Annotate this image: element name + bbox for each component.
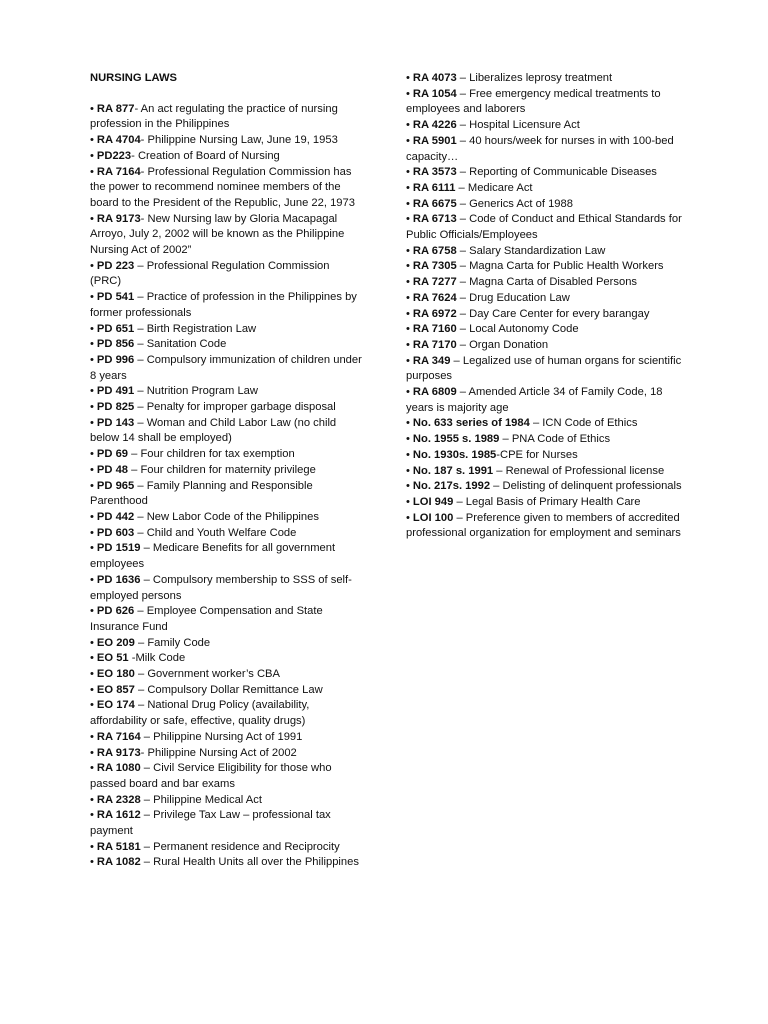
bullet-icon: •: [406, 119, 410, 132]
law-code: PD 626: [96, 605, 135, 618]
bullet-icon: •: [90, 338, 94, 351]
law-description: – Four children for maternity privilege: [128, 463, 316, 476]
law-list-item: [406, 244, 682, 260]
law-code: PD223: [96, 149, 132, 162]
law-list-item: [90, 212, 362, 259]
bullet-icon: •: [90, 793, 94, 806]
law-list-item: [90, 683, 362, 699]
law-code: PD 996: [96, 353, 135, 366]
law-description: – Civil Service Eligibility for those who passed board and bar exams: [90, 762, 332, 790]
law-description: – Sanitation Code: [134, 338, 227, 351]
law-description: - New Nursing law by Gloria Macapagal Arroyo, July 2, 2002 will be known as the Philippine Nursing Act of 2002”: [90, 212, 345, 257]
law-code: RA 9173: [96, 746, 141, 759]
bullet-icon: •: [90, 165, 94, 178]
law-code: PD 1636: [96, 573, 141, 586]
law-description: – Woman and Child Labor Law (no child below 14 shall be employed): [90, 416, 337, 445]
law-list-item: [90, 479, 362, 510]
law-description: – Philippine Medical Act: [140, 793, 262, 806]
bullet-icon: •: [90, 385, 94, 398]
law-code: RA 1082: [96, 856, 141, 869]
document-title: NURSING LAWS: [90, 72, 178, 84]
law-code: RA 9173: [96, 212, 141, 225]
law-description: – Magna Carta for Public Health Workers: [456, 260, 664, 273]
law-description: - An act regulating the practice of nursing profession in the Philippines: [90, 102, 338, 131]
law-description: – Legal Basis of Primary Health Care: [453, 495, 641, 508]
law-code: No. 633 series of 1984: [412, 417, 530, 430]
bullet-icon: •: [406, 276, 410, 289]
law-list-item: [90, 149, 362, 165]
law-code: PD 965: [96, 479, 135, 492]
bullet-icon: •: [406, 464, 410, 477]
bullet-icon: •: [90, 730, 94, 743]
law-list-item: [406, 134, 682, 165]
law-description: – Permanent residence and Reciprocity: [140, 840, 340, 853]
law-description: – National Drug Policy (availability, affordability or safe, effective, quality drugs): [90, 699, 310, 728]
law-code: PD 491: [96, 385, 135, 398]
bullet-icon: •: [90, 134, 94, 147]
law-description: - Professional Regulation Commission has the power to recommend nominee members of the board to the President of the Republic, June 22, 1973: [90, 165, 355, 209]
bullet-icon: •: [406, 197, 410, 210]
law-list-item: [90, 463, 362, 479]
law-description: – PNA Code of Ethics: [499, 433, 611, 446]
law-list-item: [406, 464, 682, 480]
law-code: PD 825: [96, 401, 135, 414]
right-column: [406, 71, 682, 542]
law-description: – Free emergency medical treatments to employees and laborers: [406, 87, 661, 116]
bullet-icon: •: [406, 448, 410, 461]
law-code: PD 223: [96, 259, 135, 272]
law-code: PD 651: [96, 322, 135, 335]
bullet-icon: •: [90, 840, 94, 853]
bullet-icon: •: [406, 244, 410, 257]
law-list-item: [90, 667, 362, 683]
law-code: PD 856: [96, 338, 135, 351]
bullet-icon: •: [90, 479, 94, 492]
bullet-icon: •: [90, 212, 94, 225]
left-column: [90, 71, 362, 871]
law-description: – Delisting of delinquent professionals: [490, 480, 682, 493]
law-list-item: [90, 400, 362, 416]
law-list-item: [406, 197, 682, 213]
bullet-icon: •: [90, 746, 94, 759]
law-description: – Birth Registration Law: [134, 322, 257, 335]
law-description: – Philippine Nursing Act of 1991: [140, 730, 303, 743]
law-description: – Renewal of Professional license: [493, 464, 665, 477]
law-list-item: [90, 510, 362, 526]
law-description: – Day Care Center for every barangay: [456, 307, 650, 320]
law-description: – Compulsory immunization of children under 8 years: [90, 353, 362, 382]
law-list-item: [90, 604, 362, 635]
law-code: RA 6758: [412, 244, 457, 257]
law-list-item: [406, 291, 682, 307]
bullet-icon: •: [406, 495, 410, 508]
bullet-icon: •: [90, 856, 94, 869]
law-list-item: [406, 511, 682, 542]
law-code: RA 7164: [96, 165, 141, 178]
law-code: RA 7277: [412, 276, 457, 289]
law-code: RA 4226: [412, 119, 457, 132]
bullet-icon: •: [90, 448, 94, 461]
law-code: PD 442: [96, 510, 135, 523]
law-list-item: [90, 793, 362, 809]
bullet-icon: •: [406, 134, 410, 147]
bullet-icon: •: [90, 762, 94, 775]
law-description: – Code of Conduct and Ethical Standards for Public Officials/Employees: [406, 213, 682, 242]
bullet-icon: •: [90, 291, 94, 304]
law-list-item: [406, 259, 682, 275]
law-list-item: [90, 636, 362, 652]
law-code: RA 7305: [412, 260, 457, 273]
law-description: – Compulsory Dollar Remittance Law: [134, 683, 323, 696]
law-list-item: [90, 290, 362, 321]
bullet-icon: •: [90, 699, 94, 712]
law-list-item: [90, 573, 362, 604]
bullet-icon: •: [406, 87, 410, 100]
law-code: PD 48: [96, 463, 129, 476]
law-description: – Child and Youth Welfare Code: [134, 526, 297, 539]
law-description: – Employee Compensation and State Insurance Fund: [90, 605, 323, 633]
law-list-item: [90, 133, 362, 149]
law-code: LOI 100: [412, 511, 454, 524]
law-code: EO 857: [96, 683, 135, 696]
law-description: – Rural Health Units all over the Philippines: [140, 856, 359, 869]
law-description: – Government worker’s CBA: [134, 668, 280, 681]
law-code: RA 6972: [412, 307, 457, 320]
law-list-item: [406, 479, 682, 495]
law-code: PD 143: [96, 416, 135, 429]
law-description: – Professional Regulation Commission (PRC): [90, 259, 330, 288]
law-description: - Creation of Board of Nursing: [131, 149, 280, 162]
law-code: No. 1955 s. 1989: [412, 433, 500, 446]
law-list-item: [406, 416, 682, 432]
law-list-item: [406, 212, 682, 243]
law-list-item: [406, 118, 682, 134]
right-law-list: [406, 71, 682, 542]
law-list-item: [90, 651, 362, 667]
law-code: LOI 949: [412, 495, 454, 508]
law-list-item: [90, 353, 362, 384]
law-list-item: [90, 416, 362, 447]
law-description: – Family Code: [134, 636, 211, 649]
law-description: – Medicare Act: [455, 181, 533, 194]
law-list-item: [90, 698, 362, 729]
bullet-icon: •: [406, 213, 410, 226]
law-code: RA 6675: [412, 197, 457, 210]
law-code: RA 3573: [412, 166, 457, 179]
law-list-item: [90, 337, 362, 353]
bullet-icon: •: [90, 353, 94, 366]
law-description: – Legalized use of human organs for scientific purposes: [406, 354, 682, 383]
law-list-item: [90, 808, 362, 839]
law-list-item: [90, 165, 362, 212]
bullet-icon: •: [90, 259, 94, 272]
law-list-item: [406, 385, 682, 416]
law-list-item: [406, 354, 682, 385]
law-description: – Organ Donation: [456, 338, 549, 351]
bullet-icon: •: [90, 149, 94, 162]
law-code: RA 7170: [412, 338, 457, 351]
law-code: RA 6713: [412, 213, 457, 226]
law-description: - Philippine Nursing Law, June 19, 1953: [140, 134, 338, 147]
law-code: RA 6809: [412, 386, 457, 399]
law-description: -CPE for Nurses: [496, 448, 578, 461]
law-description: – Nutrition Program Law: [134, 385, 258, 398]
law-description: – Practice of profession in the Philippines by former professionals: [90, 291, 357, 319]
bullet-icon: •: [90, 573, 94, 586]
bullet-icon: •: [90, 668, 94, 681]
law-code: RA 6111: [412, 181, 456, 194]
law-code: RA 2328: [96, 793, 141, 806]
law-list-item: [90, 855, 362, 871]
law-code: No. 1930s. 1985: [412, 448, 497, 461]
law-list-item: [406, 165, 682, 181]
law-list-item: [90, 322, 362, 338]
bullet-icon: •: [406, 354, 410, 367]
law-code: RA 7624: [412, 291, 457, 304]
law-code: EO 209: [96, 636, 135, 649]
law-code: RA 7164: [96, 730, 141, 743]
bullet-icon: •: [90, 510, 94, 523]
bullet-icon: •: [90, 416, 94, 429]
law-code: RA 1080: [96, 762, 141, 775]
law-code: RA 4704: [96, 134, 141, 147]
law-code: No. 187 s. 1991: [412, 464, 494, 477]
law-description: – Penalty for improper garbage disposal: [134, 401, 336, 414]
law-description: – ICN Code of Ethics: [529, 417, 638, 430]
law-description: - Philippine Nursing Act of 2002: [140, 746, 297, 759]
law-list-item: [406, 71, 682, 87]
law-description: – New Labor Code of the Philippines: [134, 510, 319, 523]
bullet-icon: •: [406, 291, 410, 304]
law-code: PD 1519: [96, 542, 141, 555]
law-list-item: [90, 102, 362, 133]
bullet-icon: •: [406, 480, 410, 493]
law-description: – Amended Article 34 of Family Code, 18 years is majority age: [406, 386, 663, 414]
bullet-icon: •: [90, 102, 94, 115]
law-code: EO 180: [96, 668, 135, 681]
law-list-item: [90, 730, 362, 746]
law-list-item: [90, 259, 362, 290]
bullet-icon: •: [90, 526, 94, 539]
law-description: – Liberalizes leprosy treatment: [456, 72, 613, 84]
law-list-item: [406, 338, 682, 354]
law-list-item: [90, 384, 362, 400]
law-list-item: [406, 181, 682, 197]
law-list-item: [406, 322, 682, 338]
bullet-icon: •: [406, 511, 410, 524]
law-list-item: [90, 526, 362, 542]
law-description: – Generics Act of 1988: [456, 197, 573, 210]
bullet-icon: •: [90, 542, 94, 555]
law-description: – Drug Education Law: [456, 291, 570, 304]
law-code: PD 541: [96, 291, 135, 304]
law-list-item: [90, 840, 362, 856]
law-list-item: [90, 746, 362, 762]
bullet-icon: •: [406, 386, 410, 399]
left-law-list: [90, 102, 362, 871]
law-code: RA 7160: [412, 323, 457, 336]
law-code: RA 1612: [96, 809, 141, 822]
bullet-icon: •: [90, 463, 94, 476]
law-description: – Salary Standardization Law: [456, 244, 606, 257]
bullet-icon: •: [406, 417, 410, 430]
bullet-icon: •: [90, 683, 94, 696]
bullet-icon: •: [406, 260, 410, 273]
bullet-icon: •: [406, 307, 410, 320]
law-description: – Preference given to members of accredited professional organization for employment and seminars: [406, 511, 681, 540]
law-list-item: [90, 541, 362, 572]
law-description: – Hospital Licensure Act: [456, 119, 580, 132]
bullet-icon: •: [406, 72, 410, 84]
bullet-icon: •: [90, 652, 94, 665]
law-description: – Four children for tax exemption: [128, 448, 295, 461]
law-code: No. 217s. 1992: [412, 480, 491, 493]
bullet-icon: •: [406, 338, 410, 351]
bullet-icon: •: [90, 809, 94, 822]
law-description: – Reporting of Communicable Diseases: [456, 166, 657, 179]
law-code: PD 69: [96, 448, 129, 461]
law-code: RA 4073: [412, 72, 457, 84]
bullet-icon: •: [406, 181, 410, 194]
law-list-item: [406, 495, 682, 511]
law-code: RA 877: [96, 102, 135, 115]
law-description: -Milk Code: [128, 652, 186, 665]
law-code: EO 174: [96, 699, 135, 712]
law-description: – Compulsory membership to SSS of self-employed persons: [90, 573, 352, 602]
law-list-item: [406, 307, 682, 323]
bullet-icon: •: [406, 166, 410, 179]
law-list-item: [406, 87, 682, 118]
law-list-item: [406, 448, 682, 464]
bullet-icon: •: [90, 401, 94, 414]
law-list-item: [406, 432, 682, 448]
law-code: EO 51: [96, 652, 129, 665]
bullet-icon: •: [406, 433, 410, 446]
bullet-icon: •: [90, 322, 94, 335]
law-code: RA 5901: [412, 134, 457, 147]
law-list-item: [90, 447, 362, 463]
law-list-item: [406, 275, 682, 291]
law-code: RA 1054: [412, 87, 457, 100]
law-code: PD 603: [96, 526, 135, 539]
bullet-icon: •: [406, 323, 410, 336]
law-description: – Privilege Tax Law – professional tax payment: [90, 809, 331, 838]
law-description: – Medicare Benefits for all government employees: [90, 542, 336, 571]
bullet-icon: •: [90, 605, 94, 618]
law-code: RA 5181: [96, 840, 141, 853]
law-code: RA 349: [412, 354, 451, 367]
law-description: – Local Autonomy Code: [456, 323, 579, 336]
law-description: – Magna Carta of Disabled Persons: [456, 276, 638, 289]
bullet-icon: •: [90, 636, 94, 649]
law-description: – Family Planning and Responsible Parenthood: [90, 479, 313, 508]
law-list-item: [90, 761, 362, 792]
law-description: – 40 hours/week for nurses in with 100-bed capacity…: [406, 134, 674, 163]
